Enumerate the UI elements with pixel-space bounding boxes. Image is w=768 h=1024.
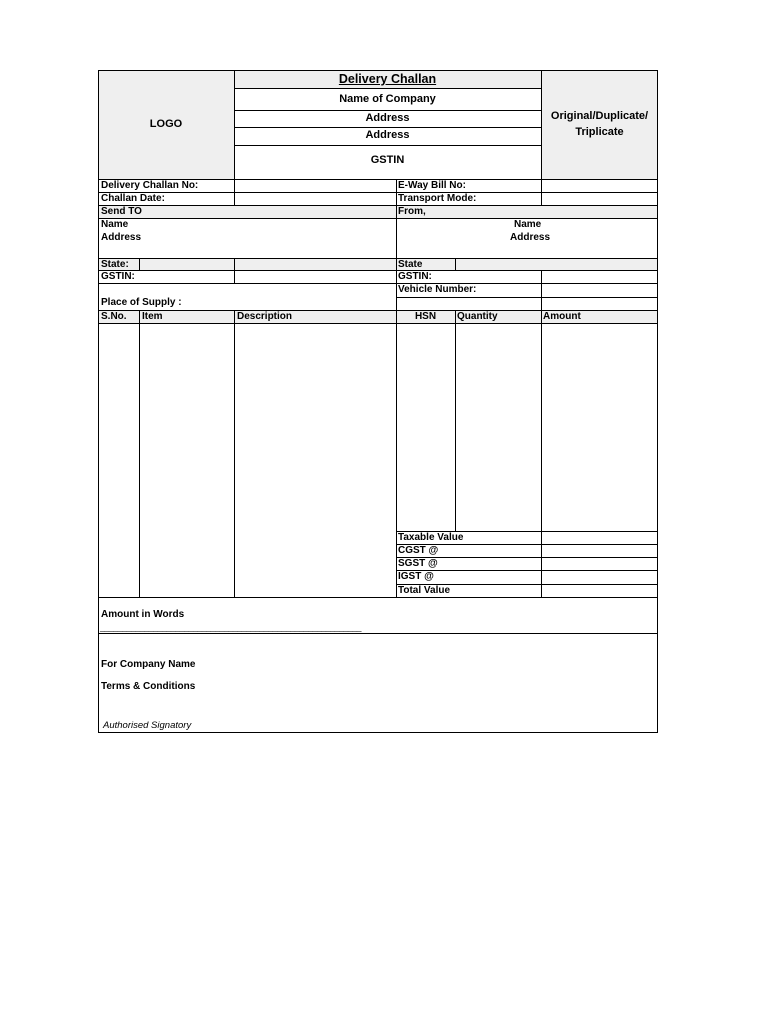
company-address-2: Address bbox=[365, 129, 410, 141]
challan-no-label: Delivery Challan No: bbox=[101, 180, 199, 191]
col-header-quantity: Quantity bbox=[457, 311, 498, 322]
header-line-4 bbox=[234, 145, 541, 146]
details-line-5 bbox=[98, 258, 658, 259]
logo-placeholder: LOGO bbox=[149, 118, 183, 130]
recipient-state-label: State: bbox=[101, 259, 129, 270]
col-header-item: Item bbox=[142, 311, 163, 322]
details-line-3 bbox=[98, 205, 658, 206]
company-name: Name of Company bbox=[339, 93, 436, 105]
details-line-7 bbox=[98, 283, 658, 284]
table-col-amount bbox=[541, 310, 542, 597]
details-col-c bbox=[541, 179, 542, 205]
recipient-address-label: Address bbox=[101, 232, 142, 243]
for-company-label: For Company Name bbox=[101, 659, 196, 670]
challan-date-label: Challan Date: bbox=[101, 193, 165, 204]
header-line-3 bbox=[234, 127, 541, 128]
vehicle-number-label: Vehicle Number: bbox=[398, 284, 477, 295]
table-col-quantity bbox=[455, 310, 456, 531]
sender-address-label: Address bbox=[510, 232, 551, 243]
recipient-gstin-label: GSTIN: bbox=[101, 271, 135, 282]
copy-type-line-2: Triplicate bbox=[575, 126, 624, 138]
totals-line-4 bbox=[396, 570, 658, 571]
table-col-hsn bbox=[396, 310, 397, 597]
form-title: Delivery Challan bbox=[338, 72, 437, 86]
sender-name-label: Name bbox=[514, 219, 542, 230]
details-line-8 bbox=[396, 297, 658, 298]
taxable-value-label: Taxable Value bbox=[398, 532, 464, 543]
amount-in-words-label: Amount in Words bbox=[101, 609, 185, 620]
details-line-10 bbox=[98, 323, 658, 324]
company-address-1: Address bbox=[365, 112, 410, 124]
details-col-f bbox=[455, 258, 456, 270]
send-to-row-bg bbox=[98, 206, 658, 218]
details-line-2 bbox=[98, 192, 658, 193]
details-col-a bbox=[234, 179, 235, 205]
table-bottom-line bbox=[98, 597, 658, 598]
details-col-b bbox=[396, 179, 397, 310]
authorised-signatory-label: Authorised Signatory bbox=[103, 720, 192, 731]
transport-mode-label: Transport Mode: bbox=[398, 193, 477, 204]
sender-state-label: State bbox=[398, 259, 423, 270]
header-line-2 bbox=[234, 110, 541, 111]
border-top bbox=[98, 70, 658, 71]
eway-bill-label: E-Way Bill No: bbox=[398, 180, 466, 191]
details-col-e bbox=[234, 258, 235, 283]
cgst-label: CGST @ bbox=[398, 545, 439, 556]
terms-conditions-label: Terms & Conditions bbox=[101, 681, 196, 692]
from-label: From, bbox=[398, 206, 426, 217]
sender-gstin-label: GSTIN: bbox=[398, 271, 432, 282]
delivery-challan-form bbox=[98, 70, 658, 733]
copy-type-line-1: Original/Duplicate/ bbox=[550, 110, 649, 122]
details-col-g bbox=[541, 270, 542, 310]
col-header-sno: S.No. bbox=[101, 311, 127, 322]
header-divider-right bbox=[541, 70, 542, 179]
details-col-d bbox=[139, 258, 140, 270]
footer-divider bbox=[98, 633, 658, 634]
col-header-amount: Amount bbox=[543, 311, 581, 322]
sgst-label: SGST @ bbox=[398, 558, 438, 569]
table-col-description bbox=[234, 310, 235, 597]
company-gstin: GSTIN bbox=[370, 154, 405, 166]
total-value-label: Total Value bbox=[398, 585, 451, 596]
table-col-item bbox=[139, 310, 140, 597]
igst-label: IGST @ bbox=[398, 571, 434, 582]
details-line-6 bbox=[98, 270, 658, 271]
header-line-1 bbox=[234, 88, 541, 89]
border-bottom bbox=[98, 732, 658, 733]
place-of-supply-label: Place of Supply : bbox=[101, 297, 182, 308]
send-to-label: Send TO bbox=[101, 206, 142, 217]
amount-in-words-line: ___________________________________________________________ bbox=[100, 622, 362, 632]
details-line-4 bbox=[98, 218, 658, 219]
col-header-description: Description bbox=[237, 311, 293, 322]
state-row-bg bbox=[98, 258, 658, 270]
copy-type-cell-bg bbox=[541, 70, 658, 179]
col-header-hsn: HSN bbox=[414, 311, 437, 322]
recipient-name-label: Name bbox=[101, 219, 129, 230]
